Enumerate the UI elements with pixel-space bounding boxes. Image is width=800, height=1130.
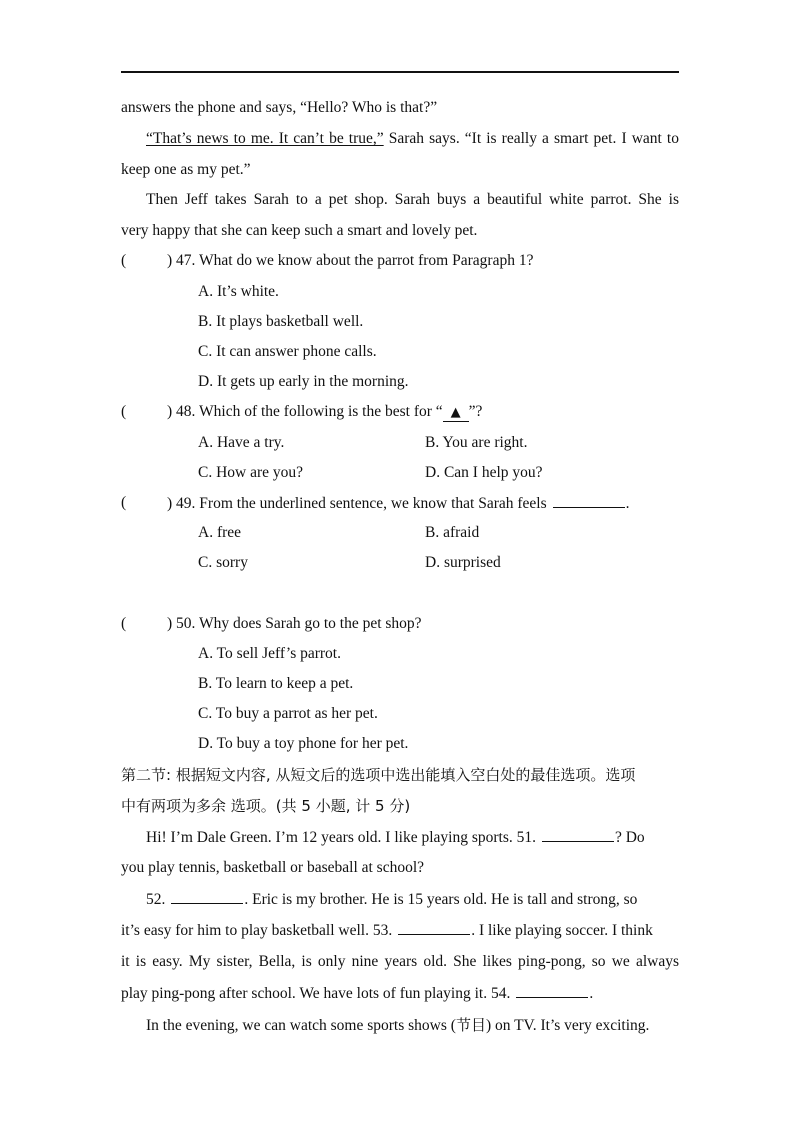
passage-line: In the evening, we can watch some sports shows (节目) on TV. It’s very exciting. — [146, 1016, 650, 1034]
answer-paren-open: ( — [121, 494, 127, 511]
option-b[interactable]: B. To learn to keep a pet. — [198, 675, 354, 692]
question-text[interactable]: ) 50. Why does Sarah go to the pet shop? — [167, 615, 422, 632]
option-a[interactable]: A. Have a try. — [198, 434, 285, 451]
answer-blank-52[interactable] — [171, 889, 243, 904]
passage-line: Hi! I’m Dale Green. I’m 12 years old. I like playing sports. 51. ? Do — [146, 829, 645, 846]
answer-paren-open: ( — [121, 615, 127, 632]
answer-paren-open: ( — [121, 252, 127, 269]
passage-line: it is easy. My sister, Bella, is only nine years old. She likes ping-pong, so we always — [121, 953, 679, 970]
option-c[interactable]: C. It can answer phone calls. — [198, 343, 377, 360]
header-rule — [121, 71, 679, 73]
passage-line: very happy that she can keep such a smart and lovely pet. — [121, 222, 478, 239]
question-text[interactable]: ) 47. What do we know about the parrot from Paragraph 1? — [167, 252, 534, 269]
underlined-sentence: “That’s news to me. It can’t be true,” — [146, 130, 384, 147]
answer-blank-51[interactable] — [542, 827, 614, 842]
question-text[interactable]: ) 48. Which of the following is the best for “ ▲ ”? — [167, 403, 483, 420]
passage-line: play ping-pong after school. We have lots of fun playing it. 54. . — [121, 985, 594, 1002]
triangle-blank-icon: ▲ — [443, 405, 469, 422]
option-d[interactable]: D. It gets up early in the morning. — [198, 373, 409, 390]
passage-line: “That’s news to me. It can’t be true,” Sarah says. “It is really a smart pet. I want to — [146, 130, 679, 147]
passage-line: keep one as my pet.” — [121, 161, 251, 178]
option-a[interactable]: A. It’s white. — [198, 283, 279, 300]
section-heading: 中有两项为多余 选项。(共 5 小题, 计 5 分) — [121, 797, 411, 815]
option-c[interactable]: C. sorry — [198, 554, 248, 571]
option-d[interactable]: D. surprised — [425, 554, 501, 571]
option-c[interactable]: C. To buy a parrot as her pet. — [198, 705, 378, 722]
option-a[interactable]: A. free — [198, 524, 242, 541]
option-b[interactable]: B. You are right. — [425, 434, 528, 451]
passage-line: Then Jeff takes Sarah to a pet shop. Sarah buys a beautiful white parrot. She is — [146, 191, 679, 208]
option-a[interactable]: A. To sell Jeff’s parrot. — [198, 645, 341, 662]
passage-line: 52. . Eric is my brother. He is 15 years old. He is tall and strong, so — [146, 891, 638, 908]
option-b[interactable]: B. It plays basketball well. — [198, 313, 364, 330]
option-d[interactable]: D. Can I help you? — [425, 464, 543, 481]
answer-blank-54[interactable] — [516, 983, 588, 998]
answer-paren-open: ( — [121, 403, 127, 420]
section-heading: 第二节: 根据短文内容, 从短文后的选项中选出能填入空白处的最佳选项。选项 — [121, 766, 636, 784]
option-c[interactable]: C. How are you? — [198, 464, 304, 481]
question-text[interactable]: ) 49. From the underlined sentence, we know that Sarah feels . — [167, 495, 630, 512]
passage-line: you play tennis, basketball or baseball at school? — [121, 859, 425, 876]
passage-line: it’s easy for him to play basketball well. 53. . I like playing soccer. I think — [121, 922, 653, 939]
option-b[interactable]: B. afraid — [425, 524, 480, 541]
option-d[interactable]: D. To buy a toy phone for her pet. — [198, 735, 409, 752]
answer-blank[interactable] — [553, 493, 625, 508]
answer-blank-53[interactable] — [398, 920, 470, 935]
passage-line: answers the phone and says, “Hello? Who is that?” — [121, 99, 438, 116]
